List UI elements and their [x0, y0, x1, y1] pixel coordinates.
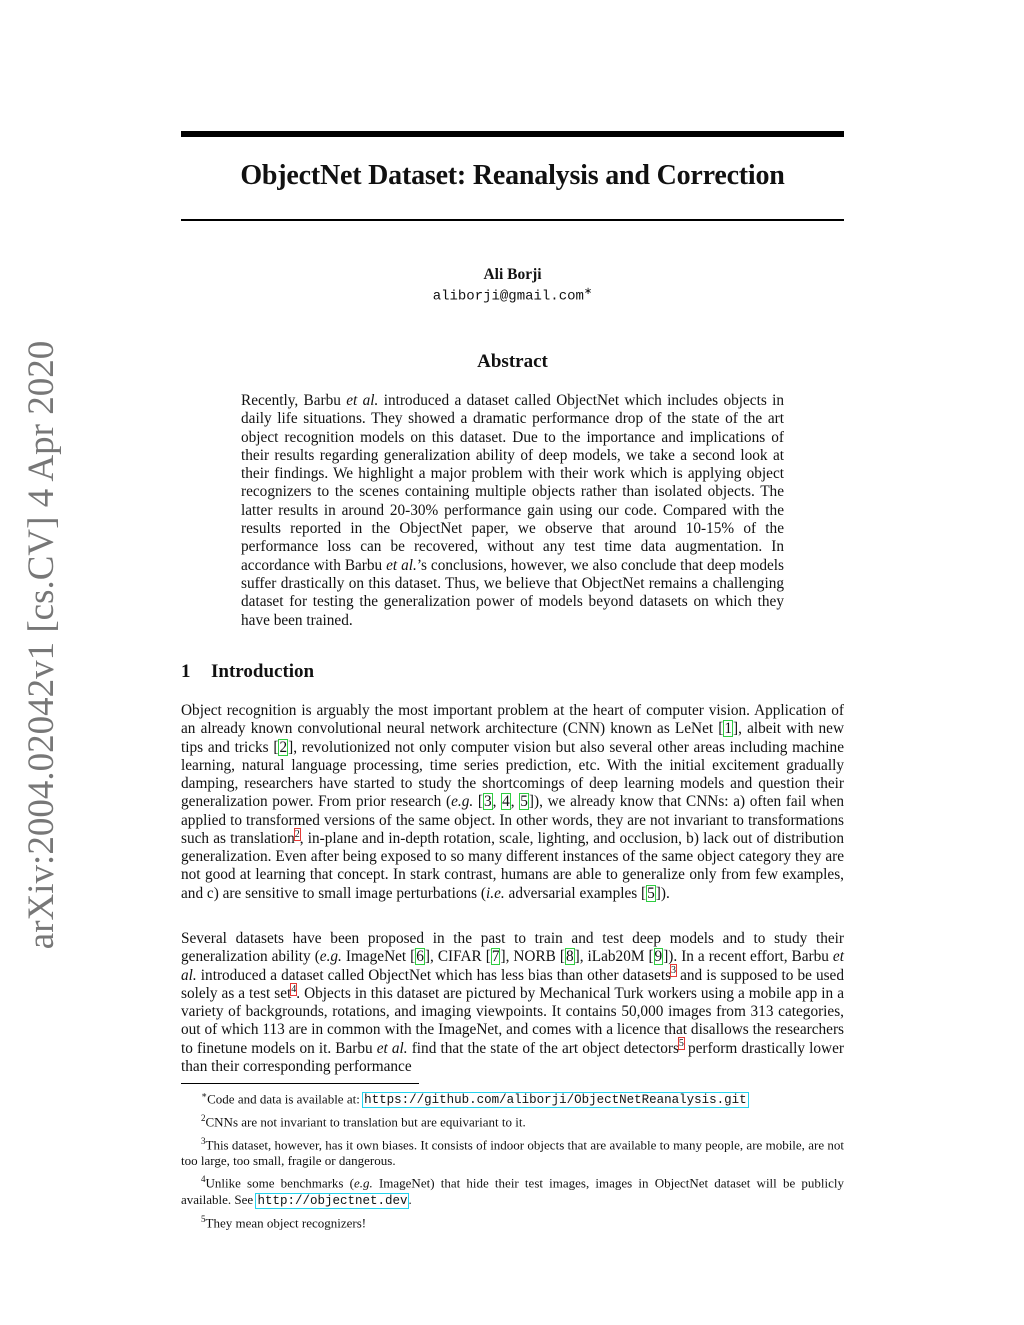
section-title: Introduction: [211, 661, 315, 682]
footnote-4: $^4$Unlike some benchmarks (e.g. ImageNet) that hide their test images, images in ObjectNet dataset will be publicly available. See http://objectnet.dev.: [181, 1174, 845, 1209]
citation-link[interactable]: 2: [279, 738, 288, 756]
section-number: 1: [181, 661, 191, 682]
intro-paragraph-1: Object recognition is arguably the most important problem at the heart of computer vision. Application of an already known convolutional neural network architecture (CNN) known as LeNet [1], albeit with new tips and tricks [2], revolutionized not only computer vision but also several other areas including machine learning, natural language processing, time series prediction, etc. With the initial excitement gradually damping, researchers have started to study the shortcomings of deep learning models and question their generalization power. From prior research (e.g. [3, 4, 5]), we already know that CNNs: a) often fail when applied to transformed versions of the same object. In other words, they are not invariant to transformations such as translation$^2$, in-plane and in-depth rotation, scale, lighting, and occlusion, b) lack out of distribution generalization. Even after being exposed to so many different instances of the same object category they are not good at learning that concept. In stark contrast, humans are able to generalize only from few examples, and c) are sensitive to small image perturbations (i.e. adversarial examples [5]).: [181, 702, 845, 902]
citation-link[interactable]: 5: [647, 884, 655, 902]
citation-link[interactable]: 5: [520, 793, 528, 811]
citation-link[interactable]: 9: [654, 948, 663, 966]
author-email: [181, 286, 844, 305]
footnote-1: ∗Code and data is available at: https://github.com/aliborji/ObjectNetReanalysis.git: [201, 1090, 747, 1108]
paper-title: ObjectNet Dataset: Reanalysis and Correction: [240, 160, 785, 191]
author-email-text: aliborji@gmail.com: [432, 288, 584, 305]
objectnet-link[interactable]: http://objectnet.dev: [257, 1194, 408, 1209]
intro-paragraph-2: Several datasets have been proposed in the past to train and test deep models and to study their generalization ability (e.g. ImageNet [6], CIFAR [7], NORB [8], iLab20M [9]). In a recent effort, Barbu et al. introduced a dataset called ObjectNet which has less bias than other datasets$^3$ and is supposed to be used solely as a test set$^4$. Objects in this dataset are pictured by Mechanical Turk workers using a mobile app in a variety of backgrounds, rotations, and imaging viewpoints. It contains 50,000 images from 313 categories, out of which 113 are in common with the ImageNet, and comes with a licence that disallows the researchers to finetune models on it. Barbu et al. find that the state of the art object detectors$^5$ perform drastically lower than their corresponding performance: [181, 930, 844, 1075]
title-top-rule: [181, 131, 844, 137]
arxiv-identifier: arXiv:2004.02042v1 [cs.CV] 4 Apr 2020: [21, 340, 62, 950]
citation-link[interactable]: 4: [502, 793, 510, 811]
footnote-ref[interactable]: 3: [671, 965, 677, 977]
footnote-ref[interactable]: 4: [291, 983, 297, 995]
footnote-3: $^3$This dataset, however, has it own biases. It consists of indoor objects that are available to many people, are mobile, are not too large, too small, fragile or dangerous.: [181, 1135, 844, 1169]
citation-link[interactable]: 7: [491, 948, 500, 966]
section-heading-introduction: [181, 661, 314, 683]
citation-link[interactable]: 8: [565, 948, 574, 966]
author-name: Ali Borji: [483, 266, 542, 283]
citation-link[interactable]: 6: [416, 948, 424, 966]
citation-link[interactable]: 3: [483, 793, 492, 811]
github-link[interactable]: https://github.com/aliborji/ObjectNetReanalysis.git: [364, 1093, 747, 1108]
title-bottom-rule: [181, 219, 844, 221]
author-block: [181, 266, 844, 305]
footnote-ref[interactable]: 2: [294, 828, 300, 840]
footnotes: [181, 1087, 844, 1234]
footnote-ref[interactable]: 5: [678, 1038, 684, 1050]
footnote-5: $^5$They mean object recognizers!: [201, 1214, 367, 1231]
footnote-2: $^2$CNNs are not invariant to translation but are equivariant to it.: [201, 1113, 526, 1130]
abstract-body: Recently, Barbu et al. introduced a dataset called ObjectNet which includes objects in daily life situations. They showed a dramatic performance drop of the state of the art object recognition models on this dataset. Due to the importance and implications of their results regarding generalization ability of deep models, we take a second look at their findings. We highlight a major problem with their work which is applying object recognizers to the scenes containing multiple objects rather than isolated objects. The latter results in around 20-30% performance gain using our code. Compared with the results reported in the ObjectNet paper, we observe that around 10-15% of the performance loss can be recovered, without any test time data augmentation. In accordance with Barbu et al.’s conclusions, however, we also conclude that deep models suffer drastically on this dataset. Thus, we believe that ObjectNet remains a challenging dataset for testing the generalization power of models beyond datasets on which they have been trained.: [241, 392, 784, 629]
footnote-rule: [181, 1083, 419, 1084]
abstract-heading: Abstract: [477, 351, 548, 372]
author-footnote-mark: ∗: [583, 286, 593, 297]
citation-link[interactable]: 1: [724, 720, 733, 738]
